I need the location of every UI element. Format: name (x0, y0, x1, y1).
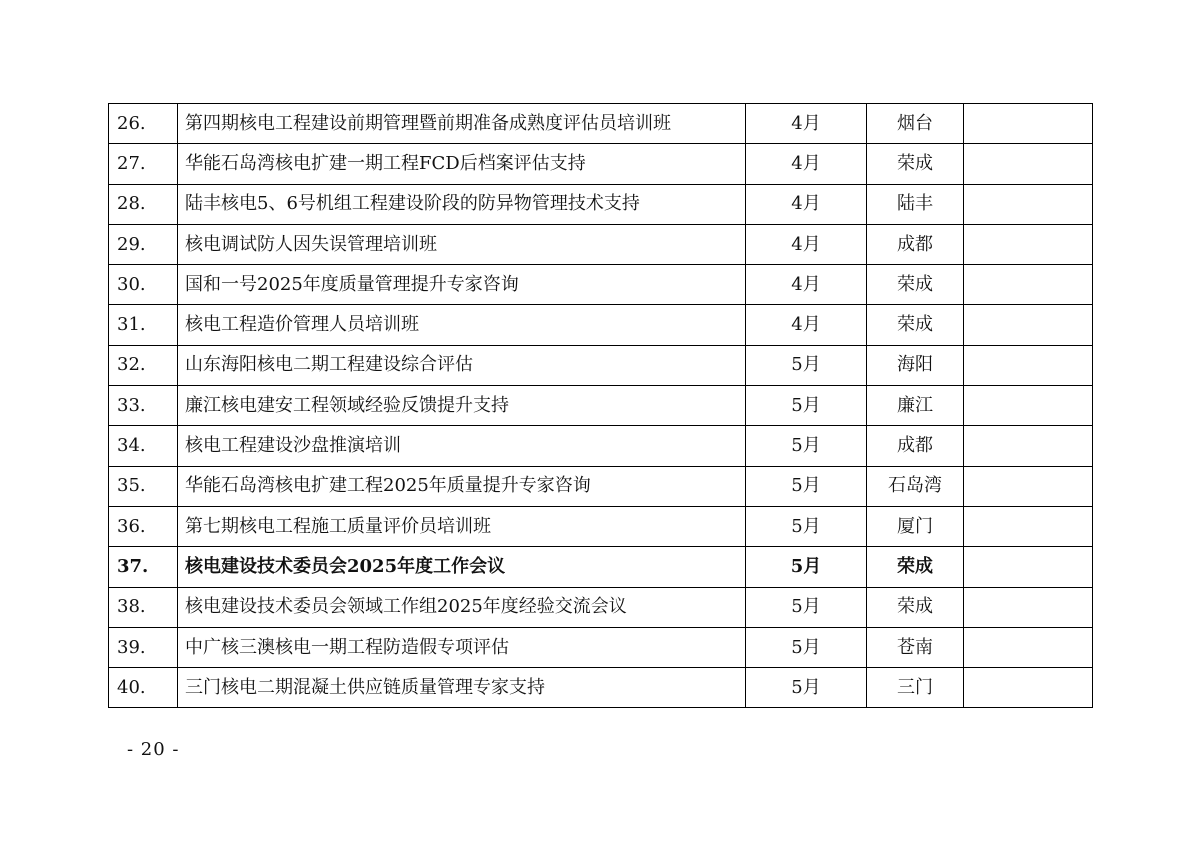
item-place: 烟台 (867, 104, 964, 144)
table-row (109, 627, 1093, 667)
table-row (109, 386, 1093, 426)
row-number: 28. (109, 184, 178, 224)
table-row (109, 144, 1093, 184)
item-month: 5月 (746, 506, 867, 546)
item-name: 第七期核电工程施工质量评价员培训班 (178, 506, 746, 546)
item-month: 4月 (746, 144, 867, 184)
item-note (964, 386, 1093, 426)
item-note (964, 547, 1093, 587)
item-month: 5月 (746, 386, 867, 426)
table-row (109, 345, 1093, 385)
item-note (964, 305, 1093, 345)
item-place: 陆丰 (867, 184, 964, 224)
item-place: 苍南 (867, 627, 964, 667)
item-month: 5月 (746, 466, 867, 506)
item-name: 核电工程建设沙盘推演培训 (178, 426, 746, 466)
table-row (109, 305, 1093, 345)
table-row (109, 466, 1093, 506)
item-note (964, 627, 1093, 667)
item-note (964, 466, 1093, 506)
row-number: 33. (109, 386, 178, 426)
item-name: 核电建设技术委员会2025年度工作会议 (178, 547, 746, 587)
item-name: 三门核电二期混凝土供应链质量管理专家支持 (178, 668, 746, 708)
item-name: 华能石岛湾核电扩建工程2025年质量提升专家咨询 (178, 466, 746, 506)
item-place: 荣成 (867, 305, 964, 345)
table-row (109, 587, 1093, 627)
item-place: 成都 (867, 426, 964, 466)
item-month: 4月 (746, 265, 867, 305)
item-name: 核电建设技术委员会领域工作组2025年度经验交流会议 (178, 587, 746, 627)
row-number: 32. (109, 345, 178, 385)
item-month: 5月 (746, 668, 867, 708)
item-name: 山东海阳核电二期工程建设综合评估 (178, 345, 746, 385)
item-month: 5月 (746, 627, 867, 667)
item-name: 廉江核电建安工程领域经验反馈提升支持 (178, 386, 746, 426)
item-month: 4月 (746, 184, 867, 224)
schedule-table (108, 103, 1093, 708)
item-place: 石岛湾 (867, 466, 964, 506)
row-number: 27. (109, 144, 178, 184)
item-place: 荣成 (867, 144, 964, 184)
row-number: 31. (109, 305, 178, 345)
row-number: 34. (109, 426, 178, 466)
item-month: 4月 (746, 305, 867, 345)
table-row (109, 104, 1093, 144)
row-number: 36. (109, 506, 178, 546)
item-name: 国和一号2025年度质量管理提升专家咨询 (178, 265, 746, 305)
item-note (964, 668, 1093, 708)
item-name: 陆丰核电5、6号机组工程建设阶段的防异物管理技术支持 (178, 184, 746, 224)
row-number: 26. (109, 104, 178, 144)
item-month: 5月 (746, 587, 867, 627)
item-note (964, 587, 1093, 627)
item-place: 廉江 (867, 386, 964, 426)
item-month: 4月 (746, 104, 867, 144)
table-row-highlighted (109, 547, 1093, 587)
item-note (964, 224, 1093, 264)
row-number: 40. (109, 668, 178, 708)
item-note (964, 345, 1093, 385)
table-row (109, 506, 1093, 546)
item-name: 核电调试防人因失误管理培训班 (178, 224, 746, 264)
table-row (109, 224, 1093, 264)
item-month: 5月 (746, 345, 867, 385)
table-row (109, 426, 1093, 466)
row-number: 39. (109, 627, 178, 667)
item-note (964, 426, 1093, 466)
row-number: 38. (109, 587, 178, 627)
item-place: 海阳 (867, 345, 964, 385)
item-name: 第四期核电工程建设前期管理暨前期准备成熟度评估员培训班 (178, 104, 746, 144)
row-number: 30. (109, 265, 178, 305)
schedule-table-container (108, 103, 1092, 708)
item-place: 荣成 (867, 265, 964, 305)
row-number: 35. (109, 466, 178, 506)
item-note (964, 506, 1093, 546)
page-number: - 20 - (127, 739, 180, 760)
table-row (109, 184, 1093, 224)
item-name: 华能石岛湾核电扩建一期工程FCD后档案评估支持 (178, 144, 746, 184)
row-number: 29. (109, 224, 178, 264)
item-name: 中广核三澳核电一期工程防造假专项评估 (178, 627, 746, 667)
item-note (964, 184, 1093, 224)
row-number: 37. (109, 547, 178, 587)
item-place: 三门 (867, 668, 964, 708)
table-row (109, 265, 1093, 305)
item-month: 5月 (746, 547, 867, 587)
item-place: 荣成 (867, 547, 964, 587)
item-month: 4月 (746, 224, 867, 264)
item-note (964, 144, 1093, 184)
item-name: 核电工程造价管理人员培训班 (178, 305, 746, 345)
item-month: 5月 (746, 426, 867, 466)
item-place: 成都 (867, 224, 964, 264)
table-row (109, 668, 1093, 708)
item-note (964, 265, 1093, 305)
item-place: 荣成 (867, 587, 964, 627)
item-note (964, 104, 1093, 144)
item-place: 厦门 (867, 506, 964, 546)
